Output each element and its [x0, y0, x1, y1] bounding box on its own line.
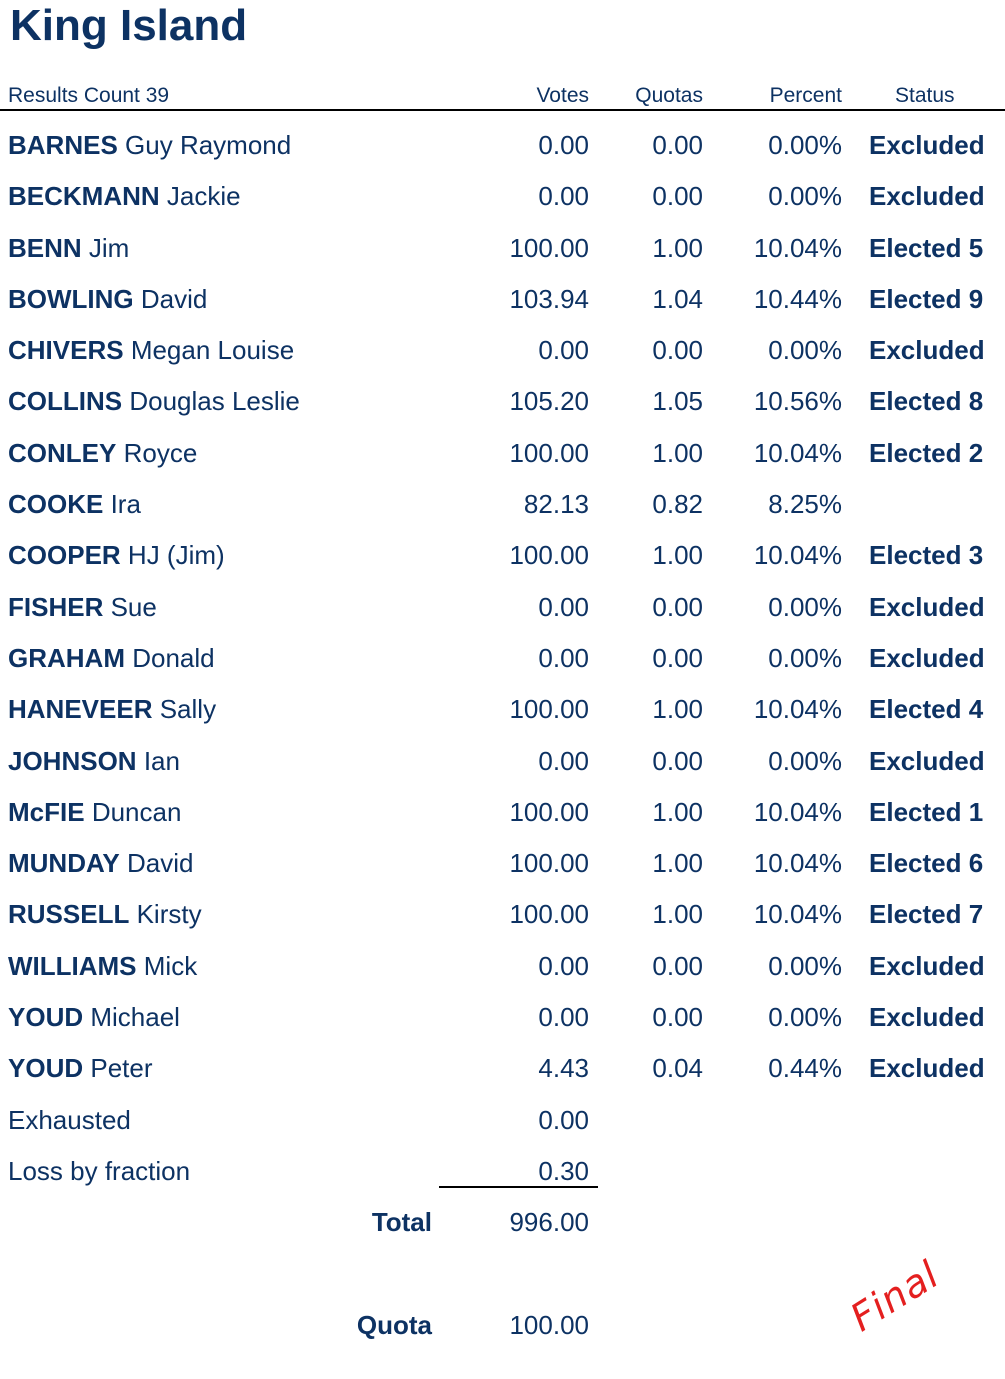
- candidate-given-name: Exhausted: [8, 1104, 131, 1135]
- candidate-given-name: Sue: [110, 591, 157, 622]
- table-row: [0, 1043, 1005, 1094]
- votes-cell: 0.00: [538, 1104, 589, 1135]
- votes-cell: 100.00: [509, 232, 589, 263]
- table-row: [0, 479, 1005, 530]
- page-title: King Island: [10, 1, 248, 50]
- candidate-name: [8, 428, 197, 479]
- candidate-name: [8, 787, 181, 838]
- quotas-column-header: Quotas: [635, 84, 703, 107]
- candidate-surname: BARNES: [8, 130, 118, 160]
- candidate-surname: COOKE: [8, 489, 104, 520]
- candidate-name: [8, 684, 216, 735]
- votes-cell: 0.00: [538, 181, 589, 212]
- votes-cell: 100.00: [509, 796, 589, 827]
- status-cell: Excluded: [869, 745, 985, 776]
- candidate-surname: JOHNSON: [8, 745, 137, 776]
- percent-cell: 0.00%: [768, 130, 842, 160]
- status-cell: Excluded: [869, 1053, 985, 1084]
- candidate-given-name: Duncan: [91, 796, 182, 827]
- votes-cell: 4.43: [538, 1053, 589, 1084]
- votes-cell: 0.00: [538, 130, 589, 160]
- quotas-cell: 0.00: [652, 181, 703, 212]
- quotas-cell: 0.82: [652, 489, 703, 520]
- candidate-surname: MUNDAY: [8, 848, 120, 879]
- percent-cell: 10.44%: [753, 283, 842, 314]
- votes-cell: 103.94: [509, 283, 589, 314]
- votes-cell: 82.13: [523, 489, 589, 520]
- table-row: [0, 171, 1005, 222]
- candidate-name: [8, 838, 193, 889]
- candidate-name: [8, 171, 241, 222]
- candidate-given-name: David: [126, 848, 194, 879]
- table-row: [0, 1095, 1005, 1146]
- votes-cell: 0.30: [538, 1155, 589, 1186]
- candidate-surname: COLLINS: [8, 386, 123, 417]
- status-cell: Excluded: [869, 1002, 985, 1033]
- quotas-cell: 0.00: [652, 335, 703, 366]
- candidate-name: [8, 941, 197, 992]
- votes-cell: 100.00: [509, 899, 589, 930]
- candidate-name: [8, 736, 180, 787]
- quotas-cell: 0.00: [652, 130, 703, 160]
- final-stamp: Final: [842, 1252, 947, 1340]
- percent-cell: 0.00%: [768, 642, 842, 673]
- percent-cell: 10.04%: [753, 232, 842, 263]
- quotas-cell: 1.00: [652, 694, 703, 725]
- quotas-cell: 0.00: [652, 950, 703, 981]
- candidate-surname: BOWLING: [8, 283, 134, 314]
- votes-cell: 100.00: [509, 437, 589, 468]
- table-row: [0, 325, 1005, 376]
- quotas-cell: 1.00: [652, 899, 703, 930]
- table-row: [0, 223, 1005, 274]
- quotas-cell: 0.04: [652, 1053, 703, 1084]
- candidate-name: [8, 1146, 190, 1197]
- status-cell: Elected 4: [869, 694, 984, 725]
- candidate-given-name: Kirsty: [136, 899, 202, 930]
- total-value: 996.00: [509, 1207, 589, 1237]
- status-cell: Elected 8: [869, 386, 984, 417]
- percent-cell: 0.00%: [768, 181, 842, 212]
- candidate-given-name: David: [140, 283, 208, 314]
- table-row: [0, 684, 1005, 735]
- candidate-given-name: HJ (Jim): [127, 540, 225, 571]
- votes-column-header: Votes: [536, 84, 589, 107]
- candidate-given-name: Royce: [123, 437, 198, 468]
- candidate-given-name: Donald: [132, 642, 215, 673]
- status-cell: Excluded: [869, 642, 985, 673]
- status-cell: Elected 3: [869, 540, 984, 571]
- status-cell: Elected 5: [869, 232, 984, 263]
- table-row: [0, 274, 1005, 325]
- candidate-name: [8, 889, 202, 940]
- quotas-cell: 0.00: [652, 745, 703, 776]
- status-cell: Elected 7: [869, 899, 984, 930]
- table-row: [0, 736, 1005, 787]
- percent-cell: 10.04%: [753, 694, 842, 725]
- percent-cell: 10.04%: [753, 899, 842, 930]
- quotas-cell: 1.00: [652, 232, 703, 263]
- candidate-name: [8, 479, 141, 530]
- candidate-surname: FISHER: [8, 591, 104, 622]
- results-count-label: Results Count 39: [8, 84, 170, 107]
- results-header: [0, 80, 1005, 110]
- status-cell: Elected 2: [869, 437, 984, 468]
- percent-cell: 0.00%: [768, 335, 842, 366]
- results-table: [0, 120, 1005, 1197]
- candidate-given-name: Douglas Leslie: [129, 386, 300, 417]
- candidate-surname: YOUD: [8, 1002, 84, 1033]
- candidate-given-name: Ian: [143, 745, 180, 776]
- status-cell: Excluded: [869, 335, 985, 366]
- candidate-name: [8, 120, 291, 171]
- status-cell: Elected 6: [869, 848, 984, 879]
- candidate-given-name: Mick: [143, 950, 198, 981]
- percent-cell: 10.04%: [753, 540, 842, 571]
- candidate-given-name: Megan Louise: [130, 335, 295, 366]
- candidate-name: [8, 274, 207, 325]
- table-row: [0, 941, 1005, 992]
- candidate-given-name: Peter: [90, 1053, 153, 1084]
- table-row: [0, 1146, 1005, 1197]
- status-cell: Excluded: [869, 181, 985, 212]
- candidate-name: [8, 530, 225, 581]
- table-row: [0, 376, 1005, 427]
- candidate-given-name: Guy Raymond: [125, 130, 292, 160]
- candidate-name: [8, 1095, 131, 1146]
- percent-cell: 10.04%: [753, 796, 842, 827]
- header-divider: [0, 109, 1005, 111]
- percent-cell: 0.00%: [768, 745, 842, 776]
- table-row: [0, 838, 1005, 889]
- table-row: [0, 889, 1005, 940]
- candidate-surname: CHIVERS: [8, 335, 124, 366]
- percent-cell: 0.44%: [768, 1053, 842, 1084]
- status-column-header: Status: [895, 84, 955, 107]
- candidate-surname: HANEVEER: [8, 694, 153, 725]
- quota-label: Quota: [356, 1310, 432, 1340]
- table-row: [0, 582, 1005, 633]
- quotas-cell: 0.00: [652, 591, 703, 622]
- candidate-surname: BECKMANN: [8, 181, 160, 212]
- quota-value: 100.00: [509, 1310, 589, 1340]
- votes-cell: 100.00: [509, 694, 589, 725]
- candidate-name: [8, 376, 300, 427]
- status-cell: Elected 9: [869, 283, 984, 314]
- status-cell: Excluded: [869, 130, 985, 160]
- votes-cell: 0.00: [538, 1002, 589, 1033]
- table-row: [0, 428, 1005, 479]
- table-row: [0, 530, 1005, 581]
- candidate-surname: COOPER: [8, 540, 121, 571]
- quotas-cell: 1.05: [652, 386, 703, 417]
- percent-cell: 8.25%: [768, 489, 842, 520]
- candidate-name: [8, 223, 129, 274]
- votes-cell: 105.20: [509, 386, 589, 417]
- candidate-surname: CONLEY: [8, 437, 117, 468]
- percent-cell: 10.04%: [753, 848, 842, 879]
- table-row: [0, 120, 1005, 171]
- candidate-given-name: Sally: [159, 694, 217, 725]
- table-row: [0, 787, 1005, 838]
- candidate-name: [8, 633, 215, 684]
- percent-cell: 10.04%: [753, 437, 842, 468]
- candidate-given-name: Jim: [88, 232, 130, 263]
- percent-cell: 10.56%: [753, 386, 842, 417]
- candidate-name: [8, 1043, 153, 1094]
- candidate-surname: GRAHAM: [8, 642, 125, 673]
- votes-cell: 0.00: [538, 950, 589, 981]
- votes-cell: 100.00: [509, 540, 589, 571]
- quotas-cell: 0.00: [652, 1002, 703, 1033]
- status-cell: Excluded: [869, 950, 985, 981]
- candidate-surname: RUSSELL: [8, 899, 130, 930]
- votes-cell: 0.00: [538, 335, 589, 366]
- quotas-cell: 1.04: [652, 283, 703, 314]
- status-cell: Excluded: [869, 591, 985, 622]
- percent-column-header: Percent: [769, 84, 842, 107]
- candidate-given-name: Michael: [90, 1002, 180, 1033]
- quotas-cell: 1.00: [652, 540, 703, 571]
- quotas-cell: 0.00: [652, 642, 703, 673]
- candidate-surname: WILLIAMS: [8, 950, 137, 981]
- candidate-name: [8, 325, 294, 376]
- table-row: [0, 992, 1005, 1043]
- percent-cell: 0.00%: [768, 1002, 842, 1033]
- candidate-surname: BENN: [8, 232, 82, 263]
- votes-cell: 0.00: [538, 591, 589, 622]
- total-label: Total: [371, 1207, 432, 1237]
- candidate-given-name: Jackie: [166, 181, 241, 212]
- quotas-cell: 1.00: [652, 796, 703, 827]
- quotas-cell: 1.00: [652, 848, 703, 879]
- votes-cell: 0.00: [538, 745, 589, 776]
- candidate-given-name: Ira: [110, 489, 141, 520]
- table-row: [0, 633, 1005, 684]
- quotas-cell: 1.00: [652, 437, 703, 468]
- candidate-name: [8, 992, 180, 1043]
- percent-cell: 0.00%: [768, 591, 842, 622]
- candidate-surname: YOUD: [8, 1053, 84, 1084]
- candidate-name: [8, 582, 157, 633]
- candidate-surname: McFIE: [8, 796, 85, 827]
- candidate-given-name: Loss by fraction: [8, 1155, 191, 1186]
- percent-cell: 0.00%: [768, 950, 842, 981]
- sum-divider: [439, 1186, 598, 1188]
- votes-cell: 100.00: [509, 848, 589, 879]
- votes-cell: 0.00: [538, 642, 589, 673]
- status-cell: Elected 1: [869, 796, 984, 827]
